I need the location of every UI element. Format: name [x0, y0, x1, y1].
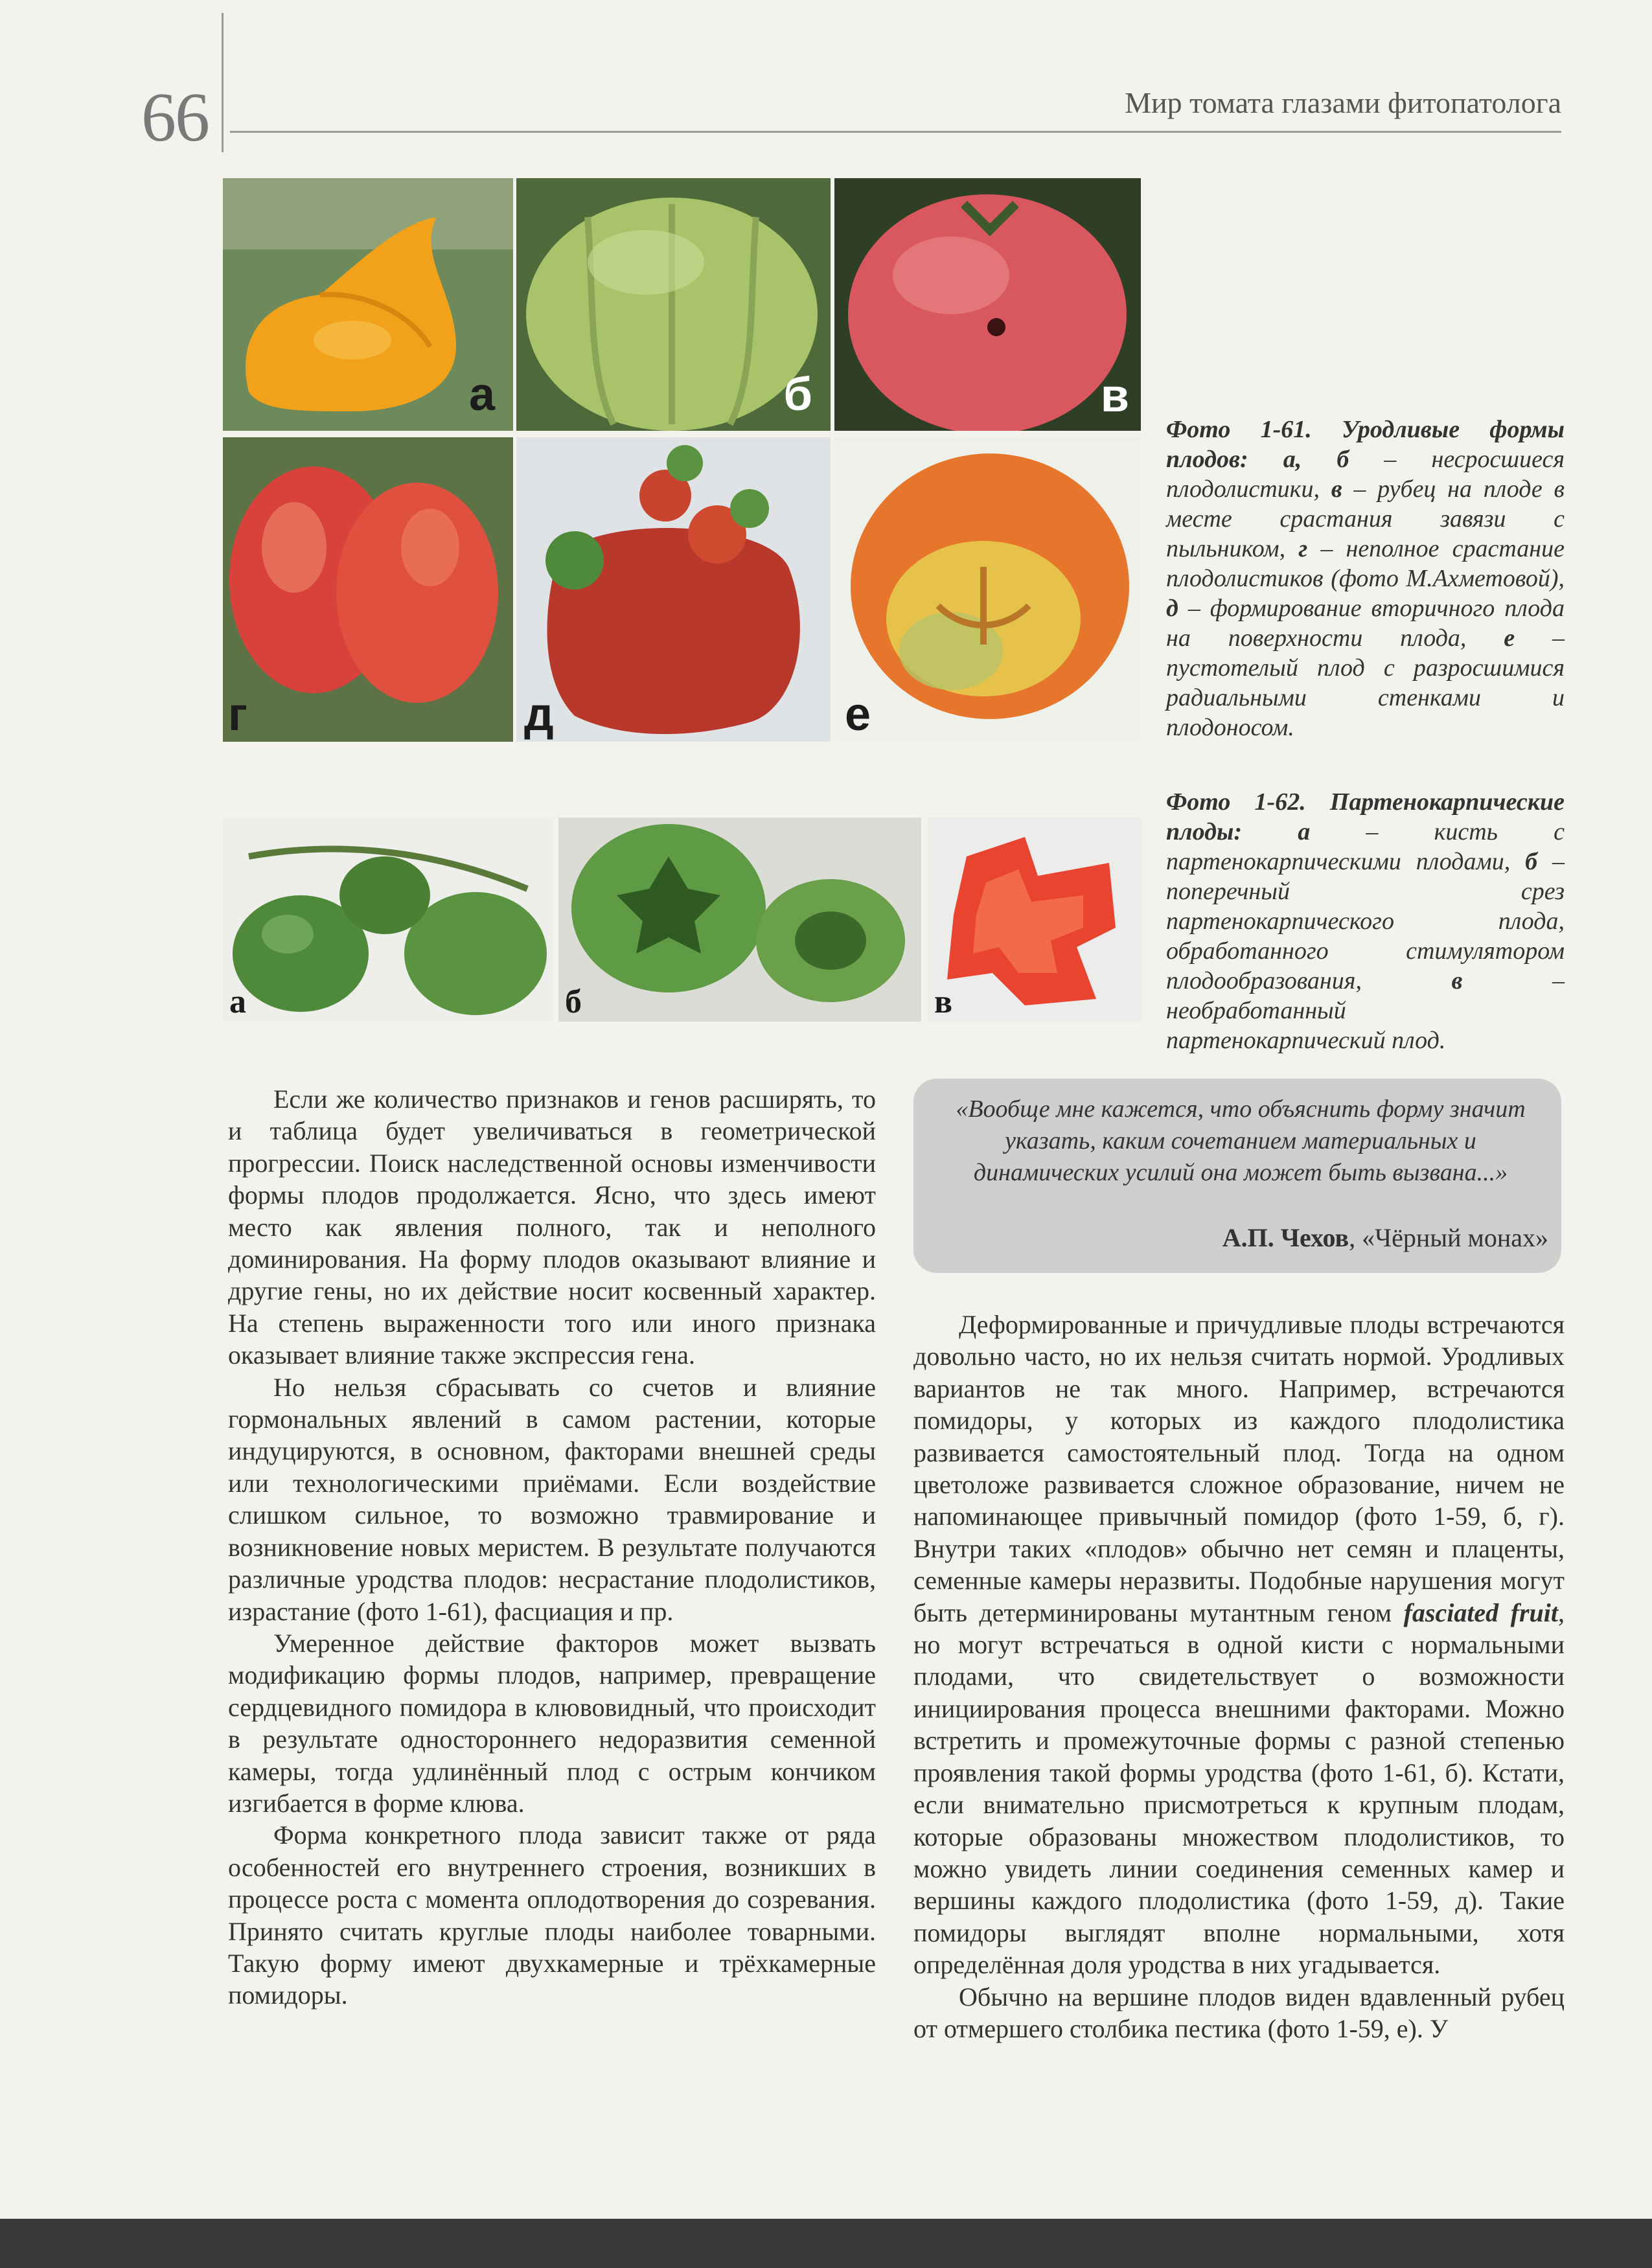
- caption-key: д: [1166, 595, 1178, 622]
- photo-d-red-tomato-secondary-fruits: [516, 437, 831, 742]
- caption-key: в: [1451, 967, 1463, 994]
- epigraph-author: [1222, 1222, 1548, 1253]
- caption-text: – формирование вторичного плода на поверхности плода,: [1166, 595, 1565, 652]
- left-text-column: [228, 1083, 876, 2011]
- photo-label: д: [524, 689, 554, 740]
- author-name: А.П. Чехов: [1222, 1223, 1349, 1252]
- caption-key: е: [1504, 624, 1515, 652]
- photo-label: б: [783, 369, 812, 420]
- paragraph-text: Деформированные и причудливые плоды встречаются довольно часто, но их нельзя считать нормой. Уродливых вариантов не так много. Например, встречаются помидоры, у которых из каждого плодолистика развивается самостоятельный плод. Тогда на одном цветоложе развивается сложное образование, ничем не напоминающее привычный помидор (фото 1-59, б, г). Внутри таких «плодов» обычно нет семян и плаценты, семенные камеры неразвиты. Подобные нарушения могут быть детерминированы мутантным геном: [913, 1310, 1565, 1627]
- caption-key: б: [1525, 848, 1538, 875]
- photo-e-hollow-tomato: [834, 437, 1141, 742]
- caption-key: в: [1331, 475, 1342, 503]
- caption-figure-1-61: [1166, 415, 1565, 742]
- caption-text: – неполное срастание плодолистиков (фото М.Ахметовой),: [1166, 535, 1565, 592]
- caption-key: а, б: [1283, 446, 1349, 473]
- running-title: Мир томата глазами фитопатолога: [1125, 86, 1561, 119]
- photo-b-green-cross-section: [558, 818, 921, 1022]
- caption-lead: Фото 1-62. Партенокарпические плоды:: [1166, 788, 1565, 845]
- photo-a-green-cluster: [223, 818, 553, 1022]
- caption-text: – необработанный партенокарпический плод.: [1166, 967, 1565, 1054]
- paragraph: Если же количество признаков и генов расширять, то и таблица будет увеличиваться в геометрической прогрессии. Поиск наследственной основы изменчивости формы плодов продолжается. Ясно, что здесь имеют место как явления полного, так и неполного доминирования. На форму плодов оказывают влияние и другие гены, но их действие носит косвенный характер. На степень выраженности того или иного признака оказывает влияние также экспрессия гена.: [228, 1084, 876, 1370]
- photo-label: е: [845, 689, 871, 740]
- photo-label: б: [565, 983, 582, 1020]
- paragraph: [913, 1309, 1565, 1981]
- page-number: 66: [141, 79, 209, 156]
- photo-label: в: [1100, 370, 1129, 422]
- photo-g-red-tomato: [223, 437, 513, 742]
- paragraph: Форма конкретного плода зависит также от ряда особенностей его внутреннего строения, возникших в процессе роста с момента оплодотворения до созревания. Принято считать круглые плоды наиболее товарными. Такую форму имеют двухкамерные и трёхкамерные помидоры.: [228, 1820, 876, 2010]
- caption-key: г: [1298, 535, 1308, 562]
- scan-bottom-edge: [0, 2219, 1652, 2268]
- paragraph: Умеренное действие факторов может вызвать модификацию формы плодов, например, превращение сердцевидного помидора в клювовидный, что происходит в результате одностороннего недоразвития семенной камеры, тогда удлинённый плод с острым кончиком изгибается в форме клюва.: [228, 1628, 876, 1818]
- caption-text: – рубец на плоде в месте срастания завязи с пыльником,: [1166, 475, 1565, 562]
- paragraph: Но нельзя сбрасывать со счетов и влияние гормональных явлений в самом растении, которые индуцируются, в основном, факторами внешней среды или технологическими приёмами. Если воздействие слишком сильное, то возможно травмирование и возникновение новых меристем. В результате получаются различные уродства плодов: несрастание плодолистиков, израстание (фото 1-61), фасциация и пр.: [228, 1372, 876, 1626]
- caption-text: – кисть с партенокарпическими плодами,: [1166, 818, 1565, 875]
- gene-term: fasciated fruit: [1403, 1598, 1559, 1627]
- caption-text: – несросшиеся плодолистики,: [1166, 446, 1565, 503]
- caption-lead: Фото 1-61. Уродливые формы плодов:: [1166, 416, 1565, 473]
- caption-figure-1-62: [1166, 787, 1565, 1055]
- paragraph-text: , но могут встречаться в одной кисти с нормальными плодами, что свидетельствует о возможности инициирования процесса внешними факторами. Можно встретить и промежуточные формы с разной степенью проявления такой формы уродства (фото 1-61, б). Кстати, если внимательно присмотреться к крупным плодам, которые образованы множеством плодолистиков, то можно увидеть линии соединения семенных камер и вершины каждого плодолистика (фото 1-59, д). Такие помидоры выглядят вполне нормальными, хотя определённая доля уродства в них угадывается.: [913, 1598, 1565, 1980]
- photo-label: в: [934, 983, 953, 1020]
- photo-a-yellow-tomato: [223, 178, 513, 431]
- author-source: , «Чёрный монах»: [1349, 1223, 1548, 1252]
- right-text-column: [913, 1309, 1565, 2045]
- header-rule: [230, 131, 1561, 133]
- photo-v-red-cross-section: [928, 818, 1141, 1022]
- header-vertical-rule: [222, 13, 224, 152]
- paragraph: Обычно на вершине плодов виден вдавленный рубец от отмершего столбика пестика (фото 1-59, е). У: [913, 1982, 1565, 2043]
- caption-text: – поперечный срез партенокарпического плода, обработанного стимулятором плодообразования,: [1166, 848, 1565, 994]
- epigraph-text: «Вообще мне кажется, что объяснить форму значит указать, каким сочетанием материальных и динамических усилий она может быть вызвана...»: [956, 1095, 1526, 1186]
- photo-label: г: [228, 689, 247, 740]
- photo-v-pink-tomato: [834, 178, 1141, 431]
- caption-text: – пустотелый плод с разросшимися радиальными стенками и плодоносом.: [1166, 624, 1565, 741]
- caption-key: а: [1298, 818, 1311, 845]
- photo-label: а: [229, 983, 246, 1020]
- photo-label: а: [468, 369, 495, 420]
- photo-b-green-tomato: [516, 178, 831, 431]
